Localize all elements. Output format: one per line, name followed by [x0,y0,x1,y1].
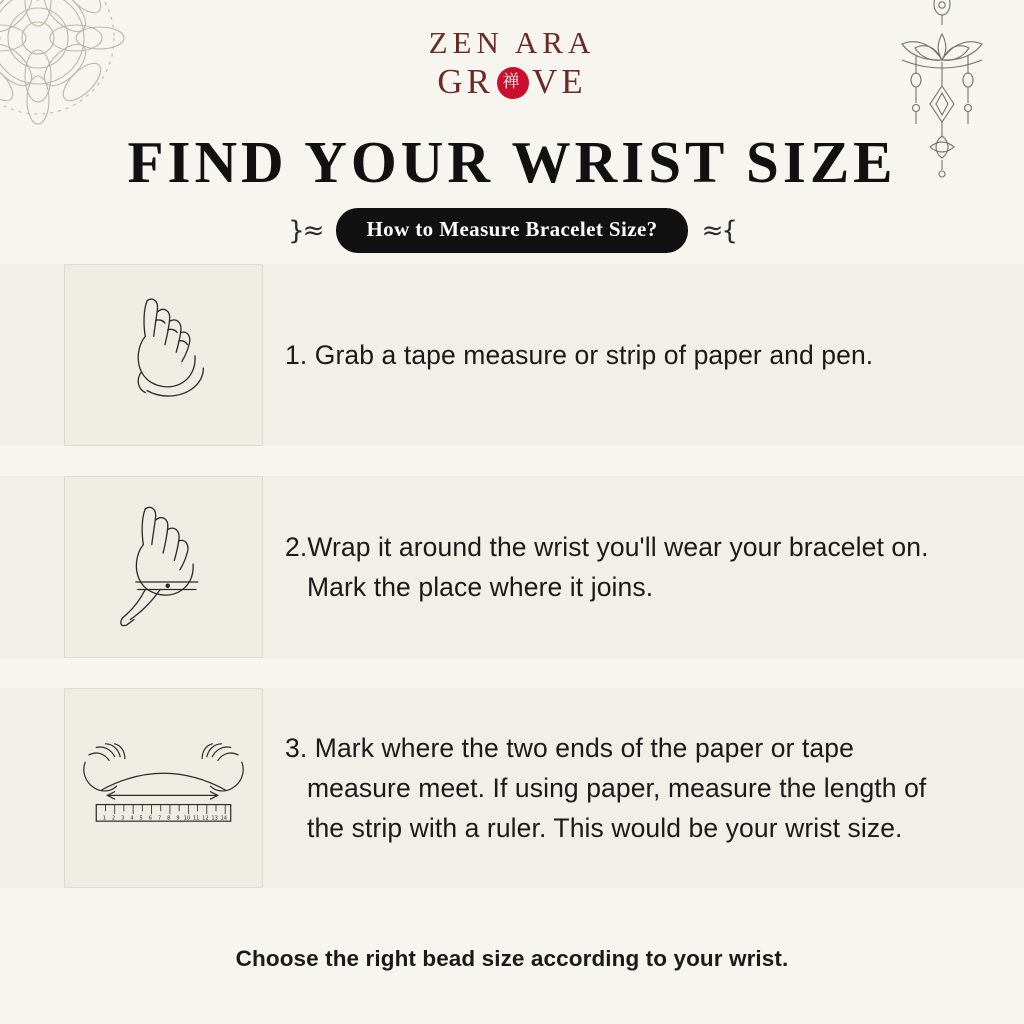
brand-grove-prefix: GR [437,62,494,102]
svg-text:3: 3 [121,815,125,822]
svg-text:1: 1 [102,815,106,822]
brand-grove-suffix: VE [531,62,587,102]
svg-text:4: 4 [130,815,134,822]
svg-text:5: 5 [139,815,143,822]
hand-wrapping-tape-illustration [64,476,263,658]
brand-name-top: ZEN ARA [428,25,596,60]
svg-text:14: 14 [220,815,228,822]
svg-text:12: 12 [202,815,209,822]
svg-text:2: 2 [111,815,116,822]
subtitle-badge: How to Measure Bracelet Size? [336,208,687,253]
brand-lockup [0,26,1024,102]
svg-text:7: 7 [157,815,162,822]
svg-text:9: 9 [176,815,180,822]
subtitle-row [0,208,1024,253]
step-item [0,264,1024,446]
step-item [0,688,1024,888]
footer-note: Choose the right bead size according to your wrist. [235,946,789,971]
steps-list [0,264,1024,918]
hands-measuring-ruler-illustration [64,688,263,888]
step-number: 2. [285,531,308,562]
flourish-right-icon: ≈{ [701,215,736,246]
brand-name-bottom [0,62,1024,102]
step-description: Grab a tape measure or strip of paper and pen. [314,339,874,370]
flourish-left-icon: }≈ [288,215,323,246]
step-item [0,476,1024,658]
svg-text:11: 11 [192,815,200,822]
step-description: Wrap it around the wrist you'll wear your bracelet on. Mark the place where it joins. [307,531,929,602]
svg-text:10: 10 [183,815,191,822]
svg-text:13: 13 [211,815,218,822]
zen-kanji-badge: 禅 [497,67,529,99]
step-text [263,264,1024,446]
step-number: 1. [285,339,308,370]
step-description: Mark where the two ends of the paper or tape measure meet. If using paper, measure the length of the strip with a ruler. This would be your wrist size. [307,732,927,844]
svg-text:8: 8 [167,815,171,822]
step-text [263,476,1024,658]
svg-text:6: 6 [148,815,152,822]
page-title: FIND YOUR WRIST SIZE [127,129,897,195]
step-text [263,688,1024,888]
step-number: 3. [285,732,308,763]
hand-holding-tape-illustration [64,264,263,446]
